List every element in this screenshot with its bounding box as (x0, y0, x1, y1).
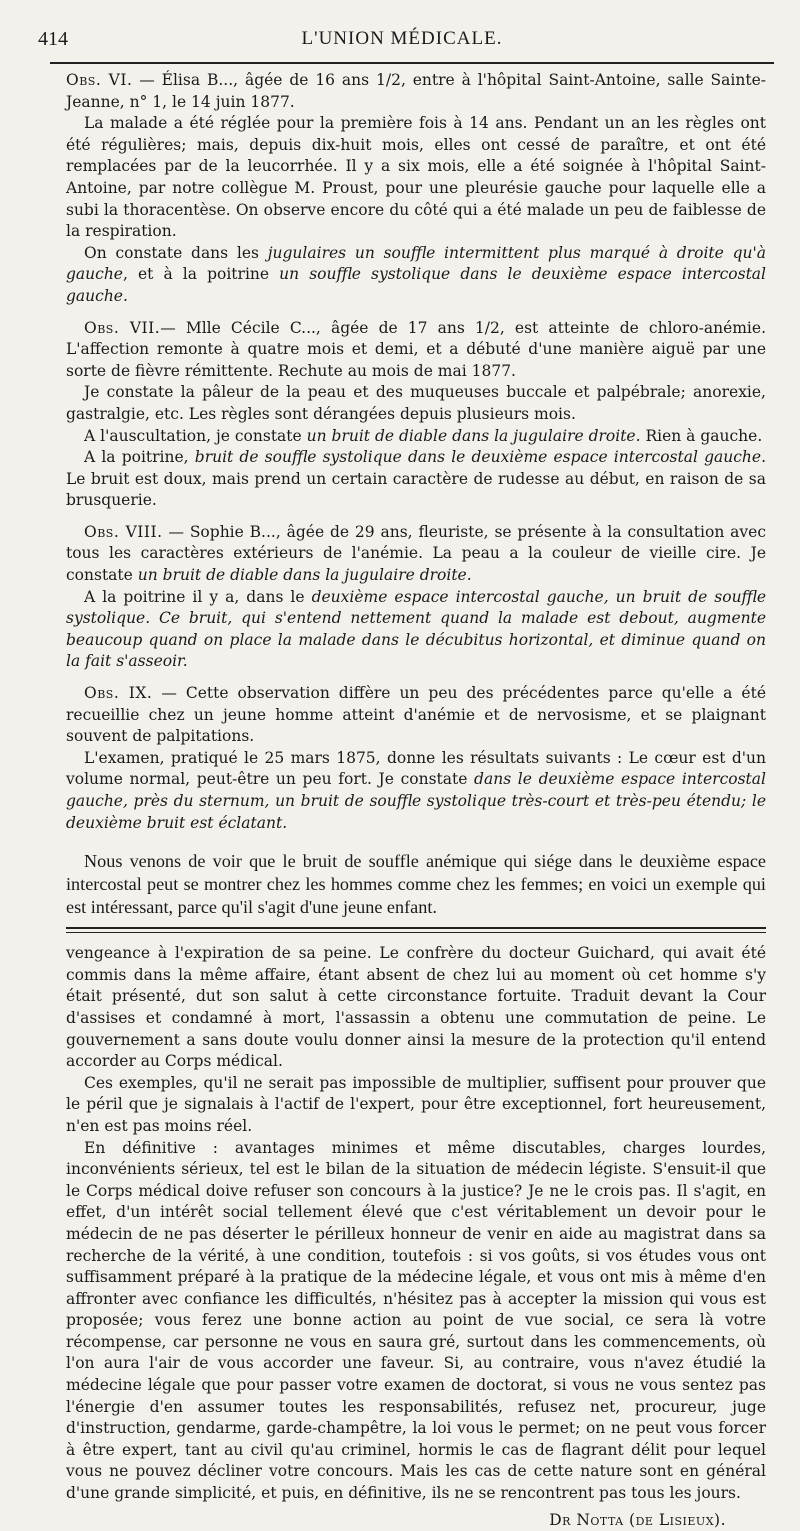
summary-paragraph: Nous venons de voir que le bruit de souffle anémique qui siége dans le deuxième espace intercostal peut se montrer chez les hommes comme chez les femmes; en voici un exemple qui est intéressant, parce qu'il s'agit d'une jeune enfant. (66, 851, 766, 918)
feuilleton-paragraph-1: vengeance à l'expiration de sa peine. Le confrère du docteur Guichard, qui avait été commis dans la même affaire, étant absent de chez lui au moment où cet homme s'y était présenté, dut son salut à cette circonstance fortuite. Traduit devant la Cour d'assises et condamné à mort, l'assassin a obtenu une commutation de peine. Le gouvernement a sans doute voulu donner ainsi la mesure de la protection qu'il entend accorder au Corps médical. (66, 944, 766, 1071)
document-page (30, 22, 774, 1531)
obs7-paragraph-2 (66, 426, 766, 448)
text-run: , et à la poitrine (122, 265, 280, 284)
feuilleton-column (66, 943, 766, 1530)
obs6-label: Obs. VI. (66, 71, 133, 89)
italic-run: deuxième espace intercostal gauche, un bruit de souffle systolique. Ce bruit, qui s'entend nettement quand la malade est debout, augmente beaucoup quand on place la malade dans le décubitus horizontal, et diminue quand on la fait s'asseoir. (66, 587, 767, 671)
page-header (30, 22, 774, 58)
italic-run: un bruit de diable dans la jugulaire droite. (306, 426, 641, 445)
text-run: Le bruit est doux, mais prend un certain caractère de rudesse au début, en raison de sa brusquerie. (66, 469, 766, 510)
italic-run: bruit de souffle systolique dans le deuxième espace intercostal gauche. (194, 448, 766, 467)
obs9-label: Obs. IX. (84, 684, 153, 703)
obs6-intro (66, 70, 766, 113)
text-run: A la poitrine il y a, dans le (84, 587, 312, 606)
text-run: L'examen, pratiqué le 25 mars 1875, donne les résultats suivants : Le cœur est d'un volume normal, peut-être un peu fort. Je constate (66, 748, 766, 789)
italic-run: un bruit de diable dans la jugulaire droite. (137, 566, 472, 585)
page-number: 414 (38, 28, 68, 50)
text-run: A l'auscultation, je constate (84, 426, 307, 445)
obs9-intro (66, 683, 766, 748)
text-run: — Sophie B..., âgée de 29 ans, fleuriste, se présente à la consultation avec tous les caractères extérieurs de l'anémie. La peau a la couleur de vieille cire. Je constate (66, 522, 767, 585)
feuilleton-paragraph-2: Ces exemples, qu'il ne serait pas impossible de multiplier, suffisent pour prouver que le péril que je signalais à l'actif de l'expert, pour être exceptionnel, fort heureusement, n'en est pas moins réel. (66, 1073, 766, 1135)
obs8-label: Obs. VIII. (84, 522, 163, 541)
feuilleton-separator (66, 927, 766, 933)
obs6-paragraph-1: La malade a été réglée pour la première fois à 14 ans. Pendant un an les règles ont été régulières; mais, depuis dix-huit mois, elles ont cessé de paraître, et ont été remplacées par de la leucorrhée. Il y a six mois, elle a été soignée à l'hôpital Saint-Antoine, par notre collègue M. Proust, pour une pleurésie gauche pour laquelle elle a subi la thoracentèse. On observe encore du côté qui a été malade un peu de faiblesse de la respiration. (66, 114, 766, 241)
text-run: Rien à gauche. (640, 426, 763, 445)
text-run: A la poitrine, (84, 448, 195, 467)
obs9-intro-text: — Cette observation diffère un peu des précédentes parce qu'elle a été recueillie chez un jeune homme atteint d'anémie et de nervosisme, et se plaignant souvent de palpitations. (66, 684, 766, 746)
obs9-paragraph-1 (66, 748, 766, 834)
italic-run: un souffle systolique dans le deuxième espace intercostal gauche. (66, 265, 767, 305)
obs8-intro (66, 522, 766, 587)
obs7-paragraph-1: Je constate la pâleur de la peau et des muqueuses buccale et palpébrale; anorexie, gastralgie, etc. Les règles sont dérangées depuis plusieurs mois. (66, 383, 766, 423)
obs6-intro-text: — Élisa B..., âgée de 16 ans 1/2, entre à l'hôpital Saint-Antoine, salle Sainte-Jeanne, n° 1, le 14 juin 1877. (66, 71, 766, 111)
obs7-label: Obs. VII. (84, 318, 161, 337)
text-run: On constate dans les (84, 243, 268, 262)
running-title: L'UNION MÉDICALE. (301, 28, 503, 49)
main-column (66, 70, 766, 919)
obs6-paragraph-2 (66, 243, 766, 308)
obs7-intro (66, 318, 766, 383)
italic-run: jugulaires un souffle intermittent plus marqué à droite qu'à gauche (66, 243, 766, 284)
obs7-intro-text: — Mlle Cécile C..., âgée de 17 ans 1/2, est atteinte de chloro-anémie. L'affection remonte à quatre mois et demi, et a débuté d'une manière aiguë par une sorte de fièvre rémittente. Rechute au mois de mai 1877. (66, 318, 766, 380)
obs8-paragraph-1 (66, 587, 766, 673)
feuilleton-paragraph-3: En définitive : avantages minimes et même discutables, charges lourdes, inconvénients sérieux, tel est le bilan de la situation de médecin légiste. S'ensuit-il que le Corps médical doive refuser son concours à la justice? Je ne le crois pas. Il s'agit, en effet, d'un intérêt social tellement élevé que c'est véritablement un devoir pour le médecin de ne pas déserter le périlleux honneur de venir en aide au magistrat dans sa recherche de la vérité, à une condition, toutefois : si vos goûts, si vos études vous ont suffisamment préparé à la pratique de la médecine légale, et vous ont mis à même d'en affronter avec confiance les difficultés, n'hésitez pas à accepter la mission qui vous est proposée; vous ferez une bonne action au point de vue social, ce sera là votre récompense, car personne ne vous en saura gré, surtout dans les commencements, où l'on aura l'air de vous accorder une faveur. Si, au contraire, vous n'avez étudié la médecine légale que pour passer votre examen de doctorat, si vous ne vous sentez pas l'énergie d'en assumer toutes les responsabilités, refusez net, procureur, juge d'instruction, gendarme, garde-champêtre, la loi vous le permet; on ne peut vous forcer à être expert, tant au civil qu'au criminel, hormis le cas de flagrant délit pour lequel vous ne pouvez décliner votre concours. Mais les cas de cette nature sont en général d'une grande simplicité, et puis, en définitive, ils ne se rencontrent pas tous les jours. (66, 1138, 766, 1503)
signature: Dr Notta (de Lisieux). (549, 1510, 726, 1529)
obs7-paragraph-3 (66, 447, 766, 512)
italic-run: dans le deuxième espace intercostal gauche, près du sternum, un bruit de souffle systolique très-court et très-peu étendu; le deuxième bruit est éclatant. (66, 770, 766, 832)
header-rule (50, 62, 774, 64)
